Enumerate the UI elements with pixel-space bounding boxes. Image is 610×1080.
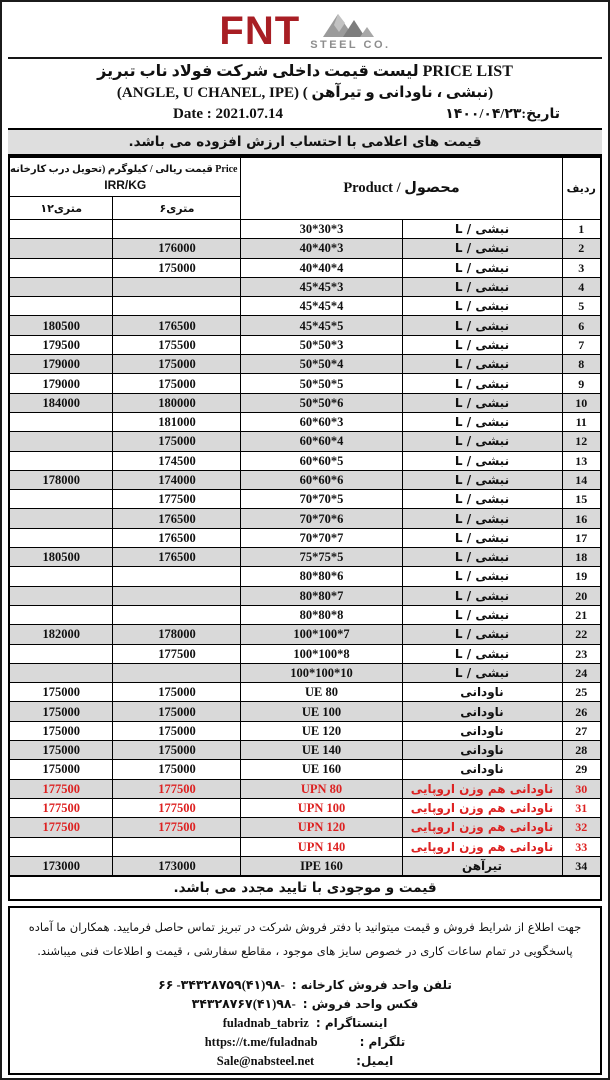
product-type-cell: نبشی / L <box>402 605 562 624</box>
table-row <box>9 277 601 296</box>
table-row <box>9 837 601 856</box>
row-number-cell: 10 <box>562 393 601 412</box>
product-type-cell: نبشی / L <box>402 393 562 412</box>
table-row <box>9 509 601 528</box>
product-type-cell: ناودانی هم وزن اروپایی <box>402 837 562 856</box>
table-row <box>9 605 601 624</box>
product-type-cell: نبشی / L <box>402 528 562 547</box>
price-6m-cell: 177500 <box>113 798 241 817</box>
date-english: Date : 2021.07.14 <box>173 106 283 122</box>
price-6m-cell <box>113 567 241 586</box>
table-row <box>9 258 601 277</box>
product-type-cell: نبشی / L <box>402 412 562 431</box>
price-6m-cell: 176500 <box>113 509 241 528</box>
product-type-cell: نبشی / L <box>402 663 562 682</box>
vat-note-bar: قیمت های اعلامی با احتساب ارزش افزوده می باشد. <box>8 128 602 156</box>
table-row <box>9 490 601 509</box>
price-6m-cell <box>113 220 241 239</box>
row-number-cell: 26 <box>562 702 601 721</box>
product-type-cell: ناودانی <box>402 741 562 760</box>
product-size-cell: 45*45*5 <box>241 316 402 335</box>
row-number-cell: 31 <box>562 798 601 817</box>
product-size-cell: UE 100 <box>241 702 402 721</box>
row-number-cell: 8 <box>562 355 601 374</box>
price-6m-cell: 176000 <box>113 239 241 258</box>
product-size-cell: 70*70*7 <box>241 528 402 547</box>
product-type-cell: نبشی / L <box>402 220 562 239</box>
price-12m-cell <box>9 586 113 605</box>
product-size-cell: UPN 80 <box>241 779 402 798</box>
price-12m-cell <box>9 567 113 586</box>
contact-line <box>20 1034 590 1050</box>
price-6m-cell: 175000 <box>113 741 241 760</box>
price-12m-cell: 173000 <box>9 856 113 876</box>
price-12m-cell: 180500 <box>9 548 113 567</box>
product-size-cell: 45*45*3 <box>241 277 402 296</box>
column-header-12m: ۱۲متری <box>9 197 113 220</box>
product-size-cell: UE 80 <box>241 683 402 702</box>
table-row <box>9 393 601 412</box>
steelco-logo-text: STEEL CO. <box>310 39 391 51</box>
price-6m-cell <box>113 663 241 682</box>
product-size-cell: UE 140 <box>241 741 402 760</box>
date-row <box>8 104 602 128</box>
product-size-cell: 100*100*8 <box>241 644 402 663</box>
product-type-cell: نبشی / L <box>402 470 562 489</box>
product-type-cell: ناودانی <box>402 702 562 721</box>
mountain-logo-icon <box>321 11 379 38</box>
price-12m-cell: 175000 <box>9 741 113 760</box>
price-6m-cell: 175000 <box>113 702 241 721</box>
price-12m-cell <box>9 432 113 451</box>
product-size-cell: 60*60*6 <box>241 470 402 489</box>
product-size-cell: 80*80*8 <box>241 605 402 624</box>
table-row <box>9 374 601 393</box>
price-12m-cell <box>9 412 113 431</box>
table-row <box>9 239 601 258</box>
price-table-header <box>9 157 601 220</box>
contact-label: تلفن واحد فروش کارخانه : <box>291 978 452 993</box>
column-header-row-number: ردیف <box>562 157 601 220</box>
price-12m-cell <box>9 605 113 624</box>
title-block <box>8 59 602 128</box>
row-number-cell: 9 <box>562 374 601 393</box>
column-header-6m: ۶متری <box>113 197 241 220</box>
row-number-cell: 7 <box>562 335 601 354</box>
fnt-logo-text: FNT <box>219 9 301 53</box>
row-number-cell: 6 <box>562 316 601 335</box>
product-size-cell: UPN 100 <box>241 798 402 817</box>
contact-value: -۹۸(۴۱)۳۴۳۲۸۷۵۹- ۶۶ <box>158 978 285 993</box>
table-row <box>9 779 601 798</box>
product-size-cell: 75*75*5 <box>241 548 402 567</box>
price-6m-cell: 177500 <box>113 644 241 663</box>
product-type-cell: نبشی / L <box>402 239 562 258</box>
row-number-cell: 29 <box>562 760 601 779</box>
row-number-cell: 24 <box>562 663 601 682</box>
price-12m-cell: 177500 <box>9 779 113 798</box>
product-type-cell: نبشی / L <box>402 258 562 277</box>
row-number-cell: 22 <box>562 625 601 644</box>
contact-line <box>20 996 590 1012</box>
price-6m-cell: 177500 <box>113 818 241 837</box>
price-12m-cell: 175000 <box>9 683 113 702</box>
product-type-cell: ناودانی هم وزن اروپایی <box>402 798 562 817</box>
product-type-cell: نبشی / L <box>402 567 562 586</box>
product-size-cell: 50*50*5 <box>241 374 402 393</box>
price-unit-caption: IRR/KG <box>104 178 147 192</box>
product-type-cell: ناودانی <box>402 721 562 740</box>
product-size-cell: 60*60*5 <box>241 451 402 470</box>
price-12m-cell: 175000 <box>9 702 113 721</box>
product-type-cell: نبشی / L <box>402 374 562 393</box>
row-number-cell: 1 <box>562 220 601 239</box>
price-12m-cell: 177500 <box>9 818 113 837</box>
table-row <box>9 470 601 489</box>
product-type-cell: نبشی / L <box>402 548 562 567</box>
product-size-cell: UPN 120 <box>241 818 402 837</box>
document-subtitle: (نبشی ، ناودانی و تیرآهن ) (ANGLE, U CHANEL, IPE) <box>116 85 494 101</box>
header-row-top <box>9 157 601 197</box>
product-type-cell: نبشی / L <box>402 644 562 663</box>
row-number-cell: 17 <box>562 528 601 547</box>
row-number-cell: 20 <box>562 586 601 605</box>
price-12m-cell <box>9 277 113 296</box>
product-type-cell: نبشی / L <box>402 277 562 296</box>
price-6m-cell: 174500 <box>113 451 241 470</box>
row-number-cell: 25 <box>562 683 601 702</box>
table-row <box>9 528 601 547</box>
price-12m-cell: 175000 <box>9 721 113 740</box>
price-12m-cell <box>9 258 113 277</box>
table-row <box>9 567 601 586</box>
contact-label: اینستاگرام : <box>315 1016 388 1031</box>
row-number-cell: 11 <box>562 412 601 431</box>
table-row <box>9 220 601 239</box>
product-type-cell: نبشی / L <box>402 355 562 374</box>
product-size-cell: 50*50*6 <box>241 393 402 412</box>
product-size-cell: 45*45*4 <box>241 297 402 316</box>
product-type-cell: نبشی / L <box>402 297 562 316</box>
row-number-cell: 33 <box>562 837 601 856</box>
price-12m-cell <box>9 297 113 316</box>
row-number-cell: 21 <box>562 605 601 624</box>
price-12m-cell <box>9 451 113 470</box>
product-size-cell: 60*60*4 <box>241 432 402 451</box>
table-row <box>9 760 601 779</box>
contact-list <box>20 977 590 1069</box>
row-number-cell: 27 <box>562 721 601 740</box>
table-row <box>9 702 601 721</box>
row-number-cell: 32 <box>562 818 601 837</box>
product-type-cell: نبشی / L <box>402 509 562 528</box>
contact-label: فکس واحد فروش : <box>302 997 419 1012</box>
price-6m-cell <box>113 837 241 856</box>
price-6m-cell: 175000 <box>113 355 241 374</box>
table-row <box>9 683 601 702</box>
price-6m-cell: 177500 <box>113 490 241 509</box>
price-6m-cell <box>113 586 241 605</box>
table-row <box>9 297 601 316</box>
column-header-price-group <box>9 157 241 197</box>
product-size-cell: 30*30*3 <box>241 220 402 239</box>
contact-label: تلگرام : <box>359 1035 406 1050</box>
row-number-cell: 30 <box>562 779 601 798</box>
price-12m-cell <box>9 528 113 547</box>
product-type-cell: ناودانی هم وزن اروپایی <box>402 779 562 798</box>
product-type-cell: نبشی / L <box>402 316 562 335</box>
product-size-cell: 70*70*6 <box>241 509 402 528</box>
price-12m-cell: 178000 <box>9 470 113 489</box>
product-size-cell: 100*100*10 <box>241 663 402 682</box>
price-12m-cell: 184000 <box>9 393 113 412</box>
price-6m-cell: 176500 <box>113 548 241 567</box>
product-size-cell: UPN 140 <box>241 837 402 856</box>
product-size-cell: 50*50*4 <box>241 355 402 374</box>
price-6m-cell: 174000 <box>113 470 241 489</box>
table-row <box>9 548 601 567</box>
table-row <box>9 644 601 663</box>
row-number-cell: 13 <box>562 451 601 470</box>
sales-info-paragraph: جهت اطلاع از شرایط فروش و قیمت میتوانید با دفتر فروش شرکت در تبریز تماس حاصل فرمایید. همکاران ما آماده پاسخگویی در تمام ساعات کاری در خصوص سایز های موجود ، مقاطع سفارشی ، قیمت و اطلاعات فنی میباشند. <box>28 920 582 958</box>
price-6m-cell: 180000 <box>113 393 241 412</box>
logo-right-block <box>310 11 390 51</box>
product-type-cell: ناودانی <box>402 683 562 702</box>
price-6m-cell: 175000 <box>113 432 241 451</box>
contact-value: fuladnab_tabriz <box>222 1016 309 1031</box>
table-row <box>9 412 601 431</box>
price-6m-cell: 178000 <box>113 625 241 644</box>
row-number-cell: 4 <box>562 277 601 296</box>
contact-line <box>20 1053 590 1069</box>
row-number-cell: 23 <box>562 644 601 663</box>
product-size-cell: 40*40*4 <box>241 258 402 277</box>
product-type-cell: نبشی / L <box>402 432 562 451</box>
info-box <box>8 906 602 1075</box>
price-12m-cell: 179000 <box>9 355 113 374</box>
price-6m-cell: 177500 <box>113 779 241 798</box>
price-12m-cell <box>9 837 113 856</box>
row-number-cell: 15 <box>562 490 601 509</box>
product-type-cell: نبشی / L <box>402 586 562 605</box>
table-row <box>9 586 601 605</box>
confirmation-note-bar: قیمت و موجودی با تایید مجدد می باشد. <box>8 876 602 901</box>
price-12m-cell <box>9 239 113 258</box>
product-size-cell: 70*70*5 <box>241 490 402 509</box>
contact-line <box>20 977 590 993</box>
table-row <box>9 856 601 876</box>
row-number-cell: 34 <box>562 856 601 876</box>
price-group-caption: Price قیمت ریالی / کیلوگرم (تحویل درب کارخانه <box>10 164 238 175</box>
logo-bar <box>8 5 602 59</box>
table-row <box>9 316 601 335</box>
price-6m-cell <box>113 605 241 624</box>
product-size-cell: 80*80*6 <box>241 567 402 586</box>
price-table-body <box>9 220 601 877</box>
price-12m-cell <box>9 509 113 528</box>
document-title: PRICE LIST لیست قیمت داخلی شرکت فولاد ناب تبریز <box>97 63 513 80</box>
price-6m-cell: 176500 <box>113 528 241 547</box>
contact-value: Sale@nabsteel.net <box>216 1054 315 1069</box>
table-row <box>9 355 601 374</box>
column-header-product: محصول / Product <box>241 157 562 220</box>
price-12m-cell: 179500 <box>9 335 113 354</box>
price-12m-cell <box>9 663 113 682</box>
contact-value: -۹۸(۴۱)۳۴۳۲۸۷۶۷ <box>191 997 296 1012</box>
product-type-cell: نبشی / L <box>402 451 562 470</box>
row-number-cell: 19 <box>562 567 601 586</box>
product-size-cell: 80*80*7 <box>241 586 402 605</box>
product-type-cell: نبشی / L <box>402 490 562 509</box>
product-type-cell: تیرآهن <box>402 856 562 876</box>
product-size-cell: UE 120 <box>241 721 402 740</box>
table-row <box>9 625 601 644</box>
price-6m-cell: 175000 <box>113 760 241 779</box>
product-type-cell: ناودانی هم وزن اروپایی <box>402 818 562 837</box>
table-row <box>9 721 601 740</box>
row-number-cell: 12 <box>562 432 601 451</box>
table-row <box>9 451 601 470</box>
product-size-cell: 50*50*3 <box>241 335 402 354</box>
table-row <box>9 798 601 817</box>
price-12m-cell: 182000 <box>9 625 113 644</box>
price-12m-cell: 179000 <box>9 374 113 393</box>
price-6m-cell: 175000 <box>113 258 241 277</box>
table-row <box>9 741 601 760</box>
price-6m-cell: 181000 <box>113 412 241 431</box>
price-6m-cell: 173000 <box>113 856 241 876</box>
row-number-cell: 28 <box>562 741 601 760</box>
price-6m-cell <box>113 277 241 296</box>
contact-line <box>20 1015 590 1031</box>
table-row <box>9 335 601 354</box>
price-12m-cell <box>9 644 113 663</box>
table-row <box>9 663 601 682</box>
table-row <box>9 432 601 451</box>
price-12m-cell <box>9 220 113 239</box>
product-size-cell: 40*40*3 <box>241 239 402 258</box>
product-size-cell: UE 160 <box>241 760 402 779</box>
date-persian: تاریخ:۱۴۰۰/۰۴/۲۳ <box>445 107 560 122</box>
price-table <box>8 156 602 877</box>
row-number-cell: 16 <box>562 509 601 528</box>
price-6m-cell: 175000 <box>113 683 241 702</box>
product-size-cell: 60*60*3 <box>241 412 402 431</box>
row-number-cell: 5 <box>562 297 601 316</box>
price-12m-cell: 177500 <box>9 798 113 817</box>
price-6m-cell: 176500 <box>113 316 241 335</box>
contact-value: https://t.me/fuladnab <box>204 1035 318 1050</box>
table-row <box>9 818 601 837</box>
row-number-cell: 14 <box>562 470 601 489</box>
price-6m-cell: 175000 <box>113 374 241 393</box>
row-number-cell: 2 <box>562 239 601 258</box>
row-number-cell: 3 <box>562 258 601 277</box>
product-type-cell: نبشی / L <box>402 625 562 644</box>
price-12m-cell <box>9 490 113 509</box>
row-number-cell: 18 <box>562 548 601 567</box>
product-size-cell: 100*100*7 <box>241 625 402 644</box>
price-12m-cell: 175000 <box>9 760 113 779</box>
price-12m-cell: 180500 <box>9 316 113 335</box>
price-6m-cell <box>113 297 241 316</box>
contact-label: ایمیل: <box>356 1054 394 1069</box>
product-type-cell: ناودانی <box>402 760 562 779</box>
product-type-cell: نبشی / L <box>402 335 562 354</box>
price-6m-cell: 175000 <box>113 721 241 740</box>
product-size-cell: IPE 160 <box>241 856 402 876</box>
price-6m-cell: 175500 <box>113 335 241 354</box>
